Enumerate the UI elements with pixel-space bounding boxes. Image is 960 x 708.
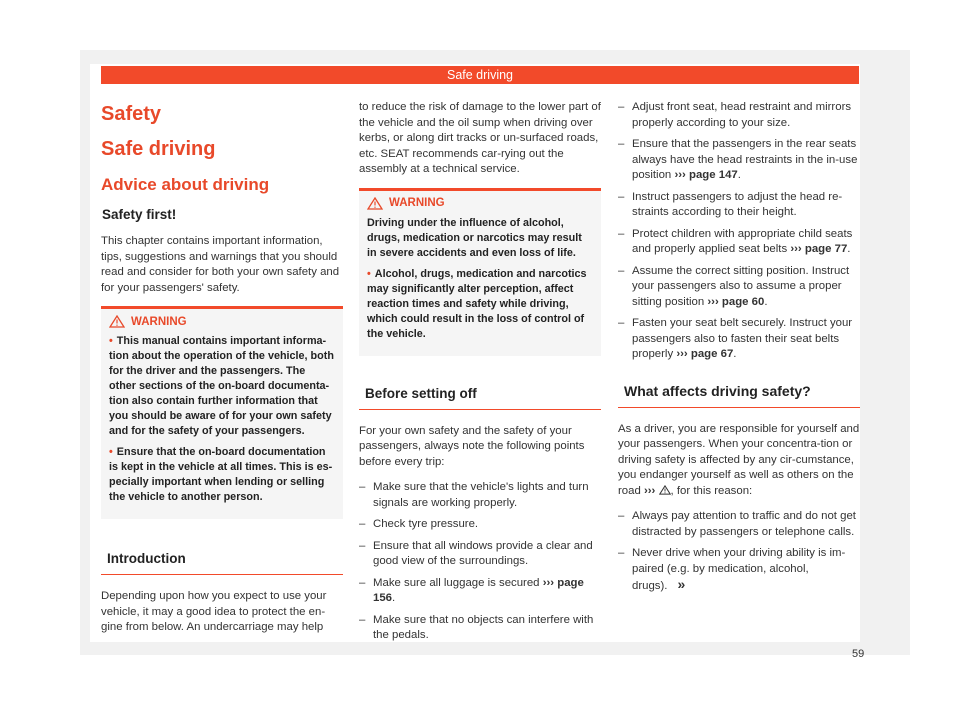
running-header: Safe driving [101,66,859,84]
continue-arrow-icon: » [677,576,686,592]
list-item: – Make sure that no objects can interfere with the pedals. [359,613,594,641]
before-paragraph: For your own safety and the safety of your passengers, always note the following points before every trip: [359,424,585,468]
list-item: – Make sure all luggage is secured ››› page 156. [359,576,584,604]
heading-safety-first: Safety first! [102,207,177,222]
warning-box-2 [359,188,601,356]
column-1 [101,95,343,646]
list-item: – Adjust front seat, head restraint and mirrors properly according to your size. [618,101,852,129]
page-reference-link[interactable]: ››› page 60 [707,295,765,308]
affects-paragraph: As a driver, you are responsible for yourself and your passengers. When your concentra-tion or driving safety is affected by any cir-cumstance, you endanger yourself as well as others on the road ››› , for this reason: [618,422,860,497]
warning-item: • Ensure that the on-board documentation is kept in the vehicle at all times. This is es-pecially important when lending or selling the vehicle to another person. [109,446,333,503]
list-item: – Never drive when your driving ability is im-paired (e.g. by medication, alcohol, drugs). » [618,547,846,592]
bullet-icon: • [367,267,371,280]
list-item: – Make sure that the vehicle's lights and turn signals are working properly. [359,481,589,509]
checklist [359,480,601,644]
heading-what-affects: What affects driving safety? [618,377,860,408]
heading-advice: Advice about driving [101,175,270,194]
list-item: – Assume the correct sitting position. Instruct your passengers also to assume a proper sitting position ››› page 60. [618,264,850,308]
warning-title: WARNING [131,315,187,328]
introduction-paragraph: Depending upon how you expect to use your vehicle, it may a good idea to protect the en-gine from below. An undercarriage may help [101,590,327,633]
warning-box-1 [101,306,343,519]
list-item: – Always pay attention to traffic and do not get distracted by passengers or telephone calls. [618,510,856,538]
heading-safety: Safety [101,103,162,125]
continued-paragraph: to reduce the risk of damage to the lower part of the vehicle and the oil sump when driving over kerbs, or along dirt tracks or un-surfaced roads, etc. SEAT recommends car-rying out the assembly at a technical service. [359,101,601,175]
heading-before-setting-off: Before setting off [359,380,601,410]
list-item: – Protect children with appropriate child seats and properly applied seat belts ››› page 77. [618,227,853,255]
list-item: – Ensure that the passengers in the rear seats always have the head restraints in the in-use position ››› page 147. [618,138,858,181]
list-item: – Ensure that all windows provide a clear and good view of the surroundings. [359,539,593,567]
heading-safe-driving: Safe driving [101,138,216,160]
warning-title: WARNING [389,197,445,209]
page-reference-link[interactable]: ››› page 156 [373,576,584,604]
page-reference-link[interactable]: ››› page 67 [676,348,734,360]
page-reference-link[interactable]: ››› [643,484,656,497]
page-reference-link[interactable]: ››› page 77 [790,243,848,255]
list-item: – Fasten your seat belt securely. Instruct your passengers also to fasten their seat belts properly ››› page 67. [618,317,853,360]
column-3 [618,100,860,603]
warning-item: • This manual contains important informa-tion about the operation of the vehicle, both for the driver and the passengers. The other sections of the on-board documenta-tion also contain further information that you should be aware of for your own safety and for the safety of your passengers. [109,335,334,437]
warning-triangle-icon [367,197,383,210]
warning-lead: Driving under the influence of alcohol, drugs, medication or narcotics may result in severe accidents and even loss of life. [367,216,582,259]
page-number: 59 [852,648,865,660]
warning-triangle-icon [659,485,671,495]
bullet-icon: • [109,446,113,458]
intro-paragraph: This chapter contains important information, tips, suggestions and warnings that you should read and consider for both your own safety and for your passengers' safety. [101,235,340,294]
heading-introduction: Introduction [101,545,343,575]
warning-triangle-icon [109,315,125,328]
affects-list [618,509,860,595]
list-item: – Check tyre pressure. [359,518,479,530]
column-2 [359,100,601,652]
warning-item: • Alcohol, drugs, medication and narcotics may significantly alter perception, affect reaction times and safety while driving, which could result in the loss of control of the vehicle. [367,267,587,340]
page-reference-link[interactable]: ››› page 147 [674,169,738,181]
bullet-icon: • [109,335,113,347]
list-item: – Instruct passengers to adjust the head re-straints according to their height. [618,190,843,218]
checklist-continued [618,100,860,363]
